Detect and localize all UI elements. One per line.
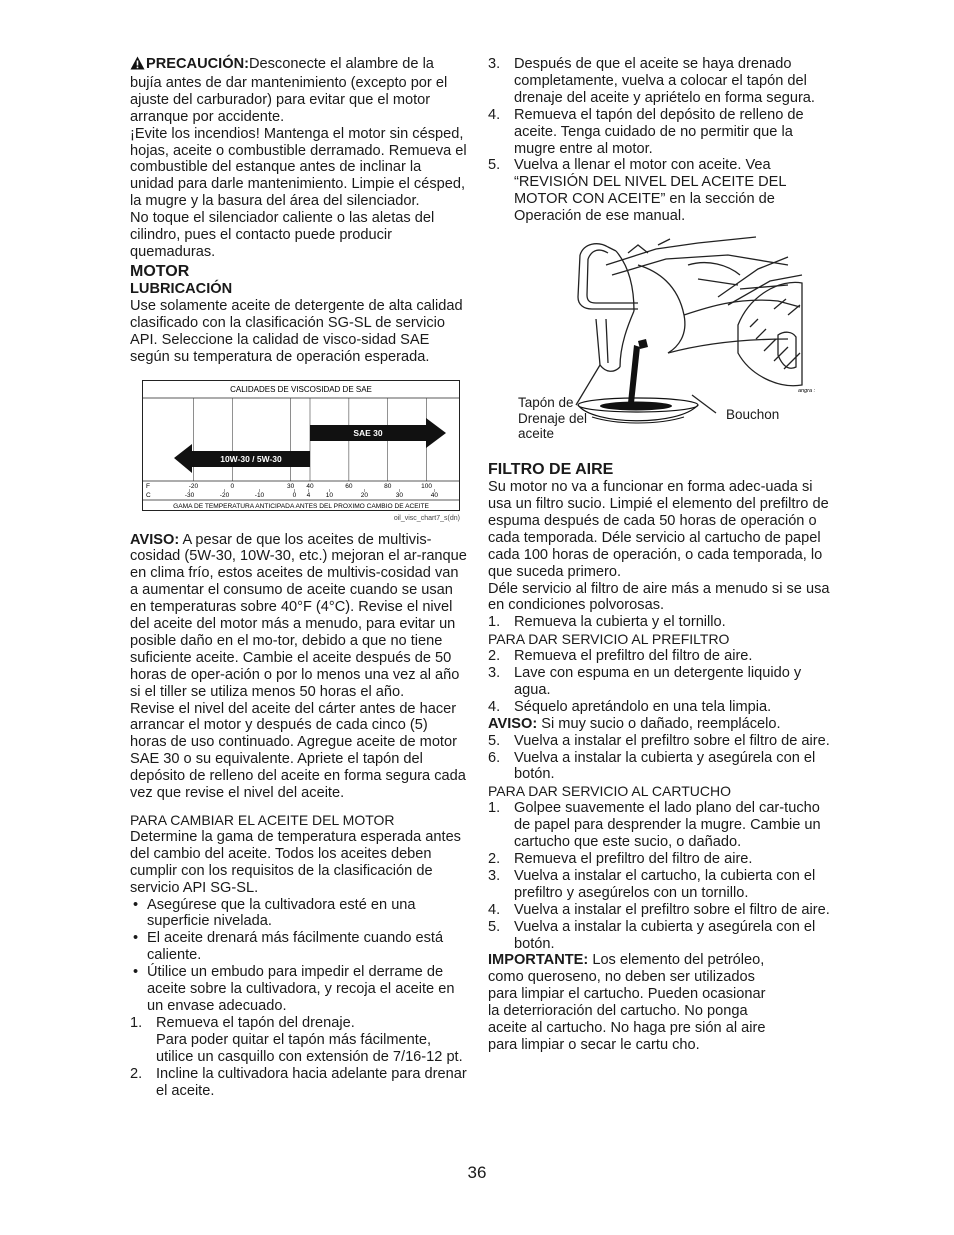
fire-warning-text: ¡Evite los incendios! Mantenga el motor sin césped, hojas, aceite o combustible derramado. Remueva el combustible del estanque antes de inclinar la unidad para darle mantenimiento. Limpie el césped, la mugre y la basura del área del silenciador.: [130, 125, 467, 210]
chart-code: oil_visc_chart7_s(dn): [393, 514, 460, 522]
list-item: 6. Vuelva a instalar la cubierta y asegúrela con el botón.: [488, 749, 816, 783]
chart-c-tick-label: -10: [254, 491, 265, 499]
chart-f-tick-label: 100: [421, 482, 433, 490]
chart-footer: GAMA DE TEMPERATURA ANTICIPADA ANTES DEL PROXIMO CAMBIO DE ACEITE: [173, 502, 429, 510]
cartridge-heading: PARA DAR SERVICIO AL CARTUCHO: [488, 783, 731, 800]
chart-f-tick-label: 60: [345, 482, 353, 490]
change-oil-steps-right: [488, 56, 832, 225]
viscosity-chart-svg: [142, 380, 460, 511]
aviso-label: AVISO:: [130, 531, 180, 548]
chart-bar-label: 10W-30 / 5W-30: [220, 453, 282, 464]
prefilter-steps: [488, 648, 832, 716]
aviso-text: A pesar de que los aceites de multivis-cosidad (5W-30, 10W-30, etc.) mejoran el ar-ranque en clima frío, estos aceites de multivis-cosidad van a aumentar el consumo de aceite cuando se usan en temperaturas sobre 40°F (4°C). Revise el nivel del aceite del motor más a menudo, para evitar un posible daño en el mo-tor, debido a que no tiene suficiente aceite. Cambie el aceite después de 50 horas de oper-ación o por lo menos una vez al año si el tiller se utiliza menos 50 horas el año.: [130, 531, 467, 700]
change-oil-bullets: [130, 897, 468, 1015]
aviso-paragraph: [130, 532, 468, 701]
air-filter-step1: [488, 614, 832, 631]
chart-c-tick-label: -30: [184, 491, 195, 499]
chart-f-tick-label: -20: [188, 482, 199, 490]
importante-label: IMPORTANTE:: [488, 952, 589, 969]
chart-c-tick-label: 30: [395, 491, 403, 499]
air-filter-intro: Su motor no va a funcionar en forma adec-uada si usa un filtro sucio. Limpié el elemento del prefiltro de espuma después de cada 50 horas de operación o cada temporada. Déle servicio al cartucho de papel cada 100 horas de operación, o cada temporada, lo que suceda primero.: [488, 479, 829, 580]
list-item: 5. Vuelva a llenar el motor con aceite. Vea “REVISIÓN DEL NIVEL DEL ACEITE DEL MOTOR CON ACEITE” en la sección de Operación de ese manual.: [488, 157, 786, 225]
air-filter-intro2: Déle servicio al filtro de aire más a menudo si se usa en condiciones polvorosas.: [488, 580, 830, 614]
cartridge-steps: [488, 800, 832, 952]
list-item: 2. Remueva el prefiltro del filtro de aire.: [488, 851, 753, 867]
page-number: 36: [467, 1163, 487, 1182]
caution-label: PRECAUCIÓN:: [146, 56, 249, 72]
prefilter-aviso: [488, 716, 832, 733]
lubrication-intro: Use solamente aceite de detergente de alta calidad clasificado con la clasificación SG-SL de servicio API. Seleccione la calidad de visco-sidad SAE según su temperatura de operación esperada.: [130, 297, 463, 365]
list-item: 5. Vuelva a instalar el prefiltro sobre el filtro de aire.: [488, 732, 830, 749]
list-item: 4. Remueva el tapón del depósito de relleno de aceite. Tenga cuidado de no permitir que la mugre entre al motor.: [488, 106, 804, 157]
list-item: • Asegúrese que la cultivadora esté en una superficie nivelada.: [133, 896, 416, 930]
left-column: [130, 56, 468, 1099]
list-item: 2. Incline la cultivadora hacia adelante para drenar el aceite.: [130, 1065, 467, 1099]
chart-f-tick-label: 80: [384, 482, 392, 490]
list-item: 4. Vuelva a instalar el prefiltro sobre el filtro de aire.: [488, 901, 830, 918]
right-column: [488, 56, 832, 1054]
list-item: 2. Remueva el prefiltro del filtro de aire.: [488, 648, 753, 665]
list-item: 3. Vuelva a instalar el cartucho, la cubierta con el prefiltro y asegúrelos con un tornillo.: [488, 867, 816, 901]
importante-paragraph: [488, 952, 778, 1053]
change-oil-heading: PARA CAMBIAR EL ACEITE DEL MOTOR: [130, 812, 395, 828]
aviso-label: AVISO:: [488, 715, 538, 732]
list-item: 3. Después de que el aceite se haya drenado completamente, vuelva a colocar el tapón del drenaje del aceite y apriételo en forma segura.: [488, 56, 815, 106]
list-item: 1. Remueva el tapón del drenaje. Para poder quitar el tapón más fácilmente, utilice un casquillo con extensión de 7/16-12 pt.: [130, 1014, 463, 1065]
importante-text: Los elemento del petróleo, como queroseno, no deben ser utilizados para limpiar el cartucho. Pueden ocasionar la deterrioración del cartucho. No ponga aceite al cartucho. No haga pre sión al aire para limpiar o secar le cartu cho.: [488, 952, 766, 1053]
list-item: • El aceite drenará más fácilmente cuando está caliente.: [133, 930, 444, 964]
list-item: • Útilice un embudo para impedir el derrame de aceite sobre la cultivadora, y recoja el aceite en un envase adecuado.: [133, 964, 455, 1014]
change-oil-intro: Determine la gama de temperatura esperada antes del cambio del aceite. Todos los aceites deben cumplir con los requisitos de la clasificación de servicio API SG-SL.: [130, 828, 461, 896]
chart-c-tick-label: 10: [325, 491, 334, 499]
motor-heading: MOTOR: [130, 262, 190, 280]
chart-c-tick-label: 40: [430, 491, 438, 499]
aviso-text: Si muy sucio o dañado, reemplácelo.: [541, 715, 781, 732]
chart-f-tick-label: 0: [230, 482, 235, 490]
list-item: 1. Golpee suavemente el lado plano del car-tucho de papel para desprender la mugre. Cambie un cartucho que este sucio, o dañado.: [488, 800, 821, 851]
muffler-warning-text: No toque el silenciador caliente o las aletas del cilindro, pues el contacto puede producir quemaduras.: [130, 210, 435, 260]
caution-paragraph: [130, 56, 468, 126]
chart-f-axis-label: F: [146, 482, 150, 490]
change-oil-steps-left: [130, 1015, 468, 1100]
chart-c-tick-label: 0: [292, 491, 297, 499]
warning-triangle-icon: [130, 56, 145, 75]
bouchon-label: Bouchon: [726, 407, 780, 423]
list-item: 3. Lave con espuma en un detergente liquido y agua.: [488, 665, 802, 698]
chart-title: CALIDADES DE VISCOSIDAD DE SAE: [230, 384, 372, 394]
air-filter-heading: FILTRO DE AIRE: [488, 461, 614, 479]
check-oil-text: Revise el nivel del aceite del cárter antes de hacer arrancar el motor y después de cada cinco (5) horas de uso continuado. Agregue aceite de motor SAE 30 o su equivalente. Apriete el tapón del depósito de relleno del aceite en forma segura cada vez que revise el nivel del aceite.: [130, 700, 466, 802]
figure-code: angra :: [798, 388, 816, 395]
prefilter-steps-2: [488, 733, 832, 784]
chart-f-tick-label: 40: [306, 482, 314, 490]
prefilter-heading: PARA DAR SERVICIO AL PREFILTRO: [488, 631, 730, 648]
oil-drain-figure: [488, 235, 832, 449]
list-item: 1. Remueva la cubierta y el tornillo.: [488, 614, 726, 631]
lubrication-heading: LUBRICACIÓN: [130, 280, 233, 297]
chart-bar-label: SAE 30: [353, 427, 383, 438]
chart-c-tick-label: -20: [219, 491, 230, 499]
chart-c-axis-label: C: [146, 491, 151, 499]
chart-c-tick-label: 4: [306, 491, 311, 499]
chart-f-tick-label: 30: [286, 482, 295, 490]
caution-text: Desconecte el alambre de la bujía antes de dar mantenimiento (excepto por el ajuste del carburador) para evitar que el motor arranque por accidente.: [130, 56, 448, 125]
viscosity-chart: [142, 380, 460, 522]
list-item: 4. Séquelo apretándolo en una tela limpia.: [488, 698, 772, 715]
drain-plug-label: Tapón de Drenaje del aceite: [518, 395, 588, 442]
chart-c-tick-label: 20: [360, 491, 369, 499]
list-item: 5. Vuelva a instalar la cubierta y asegúrela con el botón.: [488, 918, 816, 952]
